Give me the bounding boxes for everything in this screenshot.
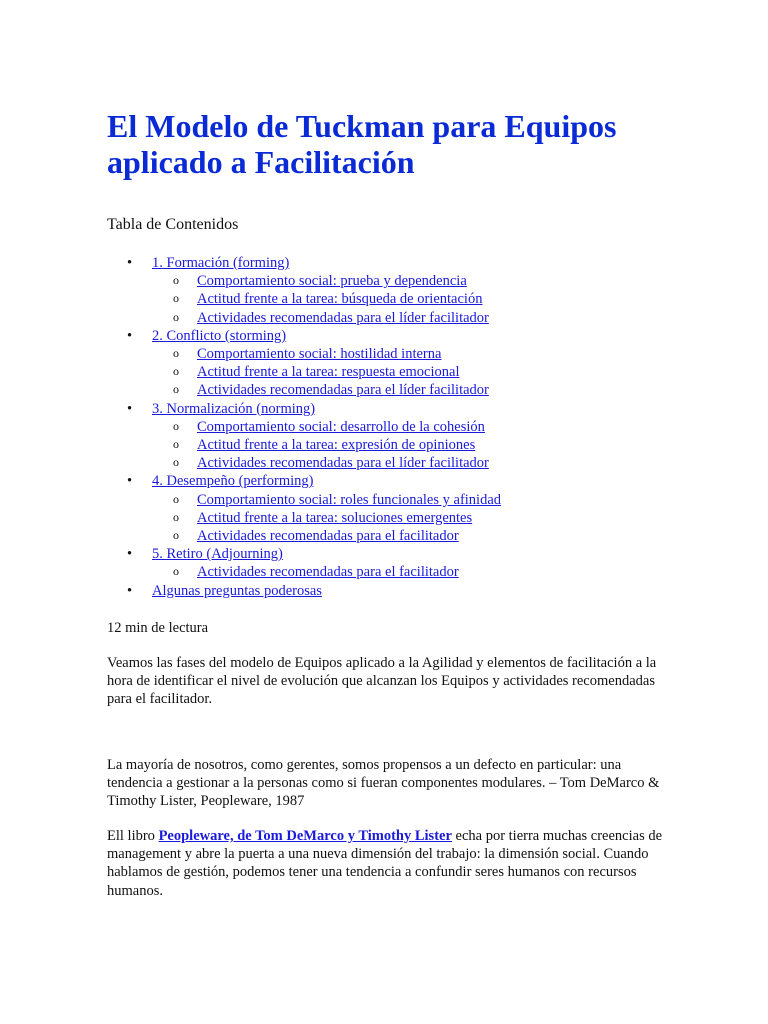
peopleware-link[interactable]: Peopleware, de Tom DeMarco y Timothy Lister <box>158 828 452 844</box>
toc-subitem <box>152 381 501 399</box>
read-time: 12 min de lectura <box>107 620 209 636</box>
toc-sublist-adjourning <box>152 563 501 581</box>
toc-item-questions <box>107 582 501 600</box>
toc-link-storming[interactable]: 2. Conflicto (storming) <box>152 327 287 344</box>
toc-sublink[interactable]: Comportamiento social: prueba y dependencia <box>197 273 467 290</box>
toc-subitem <box>152 454 501 472</box>
book-paragraph-lead: Ell libro <box>107 828 159 844</box>
toc-sublink[interactable]: Comportamiento social: roles funcionales y afinidad <box>197 491 502 508</box>
book-paragraph <box>107 827 667 900</box>
toc-subitem <box>152 345 501 363</box>
table-of-contents <box>107 254 501 600</box>
toc-link-forming[interactable]: 1. Formación (forming) <box>152 255 290 271</box>
toc-sublink[interactable]: Actividades recomendadas para el líder facilitador <box>197 309 489 326</box>
toc-sublink[interactable]: Comportamiento social: hostilidad interna <box>197 346 442 363</box>
toc-sublist-norming <box>152 418 501 473</box>
toc-sublink[interactable]: Actividades recomendadas para el líder facilitador <box>197 382 489 399</box>
toc-subitem <box>152 418 501 436</box>
toc-sublink[interactable]: Actitud frente a la tarea: búsqueda de orientación <box>197 291 483 308</box>
toc-subitem <box>152 491 501 509</box>
toc-sublist-storming <box>152 345 501 400</box>
toc-subitem <box>152 527 501 545</box>
quote-paragraph: La mayoría de nosotros, como gerentes, somos propensos a un defecto en particular: una tendencia a gestionar a la personas como si fueran componentes modulares. – Tom DeMarco & Timothy Lister, Peopleware, 1987 <box>107 757 660 810</box>
intro-paragraph: Veamos las fases del modelo de Equipos aplicado a la Agilidad y elementos de facilitación a la hora de identificar el nivel de evolución que alcanzan los Equipos y actividades recomendadas para el facilitador. <box>107 655 657 708</box>
toc-sublink[interactable]: Actividades recomendadas para el facilitador <box>197 528 459 545</box>
toc-link-norming[interactable]: 3. Normalización (norming) <box>152 400 316 417</box>
toc-subitem <box>152 436 501 454</box>
toc-title: Tabla de Contenidos <box>107 216 239 233</box>
toc-sublink[interactable]: Comportamiento social: desarrollo de la cohesión <box>197 418 485 435</box>
toc-item-storming <box>107 327 501 400</box>
toc-subitem <box>152 272 501 290</box>
toc-link-adjourning[interactable]: 5. Retiro (Adjourning) <box>152 546 283 563</box>
toc-link-questions[interactable]: Algunas preguntas poderosas <box>152 582 322 599</box>
toc-sublink[interactable]: Actitud frente a la tarea: respuesta emocional <box>197 364 460 381</box>
toc-sublist-forming <box>152 272 501 327</box>
toc-sublink[interactable]: Actitud frente a la tarea: expresión de opiniones <box>197 437 476 454</box>
toc-subitem <box>152 563 501 581</box>
toc-subitem <box>152 290 501 308</box>
toc-subitem <box>152 363 501 381</box>
toc-item-forming <box>107 254 501 327</box>
toc-subitem <box>152 309 501 327</box>
book-paragraph-rest: echa por tierra muchas creencias de management y abre la puerta a una nueva dimensión del trabajo: la dimensión social. Cuando hablamos de gestión, podemos tener una tendencia a confundir seres humanos con recursos humanos. <box>107 828 663 899</box>
toc-item-norming <box>107 400 501 473</box>
toc-sublink[interactable]: Actividades recomendadas para el líder facilitador <box>197 455 489 472</box>
toc-item-adjourning <box>107 545 501 581</box>
toc-sublink[interactable]: Actitud frente a la tarea: soluciones emergentes <box>197 509 473 526</box>
toc-sublist-performing <box>152 491 501 546</box>
toc-link-performing[interactable]: 4. Desempeño (performing) <box>152 473 314 490</box>
toc-item-performing <box>107 472 501 545</box>
toc-sublink[interactable]: Actividades recomendadas para el facilitador <box>197 564 459 581</box>
toc-subitem <box>152 509 501 527</box>
article-title: El Modelo de Tuckman para Equipos aplicado a Facilitación <box>107 108 617 180</box>
